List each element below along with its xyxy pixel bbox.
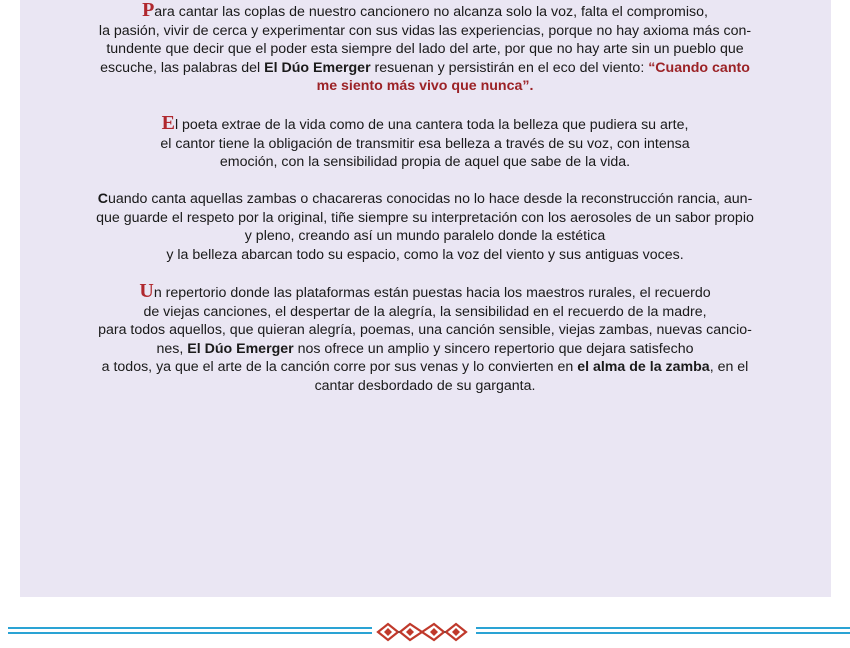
p1-line-3: tundente que decir que el poder esta siempre del lado del arte, por que no hay arte sin un pueblo que — [106, 41, 744, 58]
p4-line-2: de viejas canciones, el despertar de la alegría, la sensibilidad en el recuerdo de la madre, — [143, 303, 707, 320]
paragraph-1 — [40, 0, 810, 96]
p3-line-4: y la belleza abarcan todo su espacio, como la voz del viento y sus antiguas voces. — [166, 246, 684, 263]
dropcap-p: P — [142, 0, 155, 21]
highlight-quote-end: me siento más vivo que nunca”. — [316, 78, 534, 95]
p4-line-4: nes, El Dúo Emerger nos ofrece un amplio y sincero repertorio que dejara satisfecho — [156, 340, 694, 357]
andean-diamond-ornament-icon — [376, 622, 468, 642]
p3-line-2: que guarde el respeto por la original, tiñe siempre su interpretación con los aerosoles de un sabor propio — [96, 209, 754, 226]
p4-line-1: Un repertorio donde las plataformas están puestas hacia los maestros rurales, el recuerdo — [139, 280, 711, 302]
p2-line-3: emoción, con la sensibilidad propia de aquel que sabe de la vida. — [219, 154, 631, 171]
alma-de-la-zamba: el alma de la zamba — [577, 359, 710, 376]
p2-line-2: el cantor tiene la obligación de transmitir esa belleza a través de su voz, con intensa — [160, 135, 690, 152]
paragraph-4 — [40, 280, 810, 396]
footer-rule-left — [8, 627, 372, 635]
footer-rule-right — [476, 627, 850, 635]
paragraph-3 — [40, 190, 810, 264]
initial-c: C — [97, 191, 108, 207]
p4-line-3: para todos aquellos, que quieran alegría, poemas, una canción sensible, viejas zambas, nuevas cancio- — [98, 322, 752, 339]
duo-name: El Dúo Emerger — [187, 340, 294, 357]
p3-line-1: Cuando canta aquellas zambas o chacareras conocidas no lo hace desde la reconstrucción rancia, aun- — [97, 191, 753, 207]
p1-line-2: la pasión, vivir de cerca y experimentar con sus vidas las experiencias, porque no hay axioma más con- — [98, 22, 752, 39]
p4-line-6: cantar desbordado de su garganta. — [314, 377, 536, 394]
dropcap-e: E — [161, 112, 175, 134]
highlight-quote: “Cuando canto — [648, 59, 750, 76]
paragraph-2 — [40, 112, 810, 172]
p1-line-1: Para cantar las coplas de nuestro cancionero no alcanza solo la voz, falta el compromiso, — [142, 0, 708, 21]
dropcap-u: U — [139, 280, 154, 302]
duo-name: El Dúo Emerger — [264, 59, 371, 76]
p3-line-3: y pleno, creando así un mundo paralelo donde la estética — [244, 228, 606, 245]
p4-line-5: a todos, ya que el arte de la canción corre por sus venas y lo convierten en el alma de la zamba, en el — [101, 359, 749, 376]
p2-line-1: El poeta extrae de la vida como de una cantera toda la belleza que pudiera su arte, — [161, 112, 689, 134]
p1-line-4: escuche, las palabras del El Dúo Emerger resuenan y persistirán en el eco del viento: “Cuando canto — [100, 59, 750, 76]
